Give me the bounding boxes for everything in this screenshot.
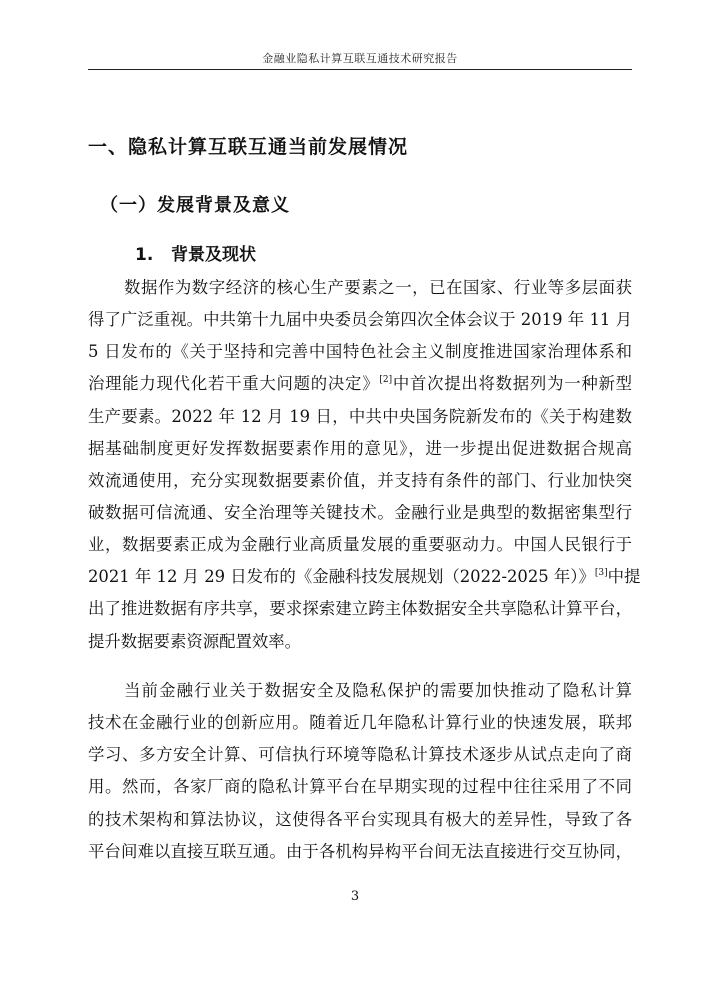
text-line: 技术在金融行业的创新应用。随着近几年隐私计算行业的快速发展，联邦 xyxy=(88,713,632,733)
text-line: 数据作为数字经济的核心生产要素之一，已在国家、行业等多层面获 xyxy=(124,278,632,297)
section-heading: 一、隐私计算互联互通当前发展情况 xyxy=(88,136,409,158)
text-fragment: 中首次提出将数据列为一种新型 xyxy=(392,374,633,394)
paragraph-current-status xyxy=(88,675,632,868)
subsubsection-heading: 1. 背景及现状 xyxy=(135,245,257,265)
citation-marker: [3] xyxy=(594,568,608,579)
text-line: 平台间难以直接互联互通。由于各机构异构平台间无法直接进行交互协同， xyxy=(88,841,632,861)
subsection-heading: （一）发展背景及意义 xyxy=(100,195,290,216)
text-line: 学习、多方安全计算、可信执行环境等隐私计算技术逐步从试点走向了商 xyxy=(88,745,632,765)
text-line: 出了推进数据有序共享，要求探索建立跨主体数据安全共享隐私计算平台， xyxy=(88,599,632,619)
text-line: 破数据可信流通、安全治理等关键技术。金融行业是典型的数据密集型行 xyxy=(88,502,632,522)
text-line: 用。然而，各家厂商的隐私计算平台在早期实现的过程中往往采用了不同 xyxy=(88,777,632,797)
text-fragment: 中提 xyxy=(607,567,641,587)
text-fragment: 治理能力现代化若干重大问题的决定》 xyxy=(88,374,380,394)
page-number: 3 xyxy=(350,889,360,904)
text-line xyxy=(88,561,641,593)
text-line: 生产要素。2022 年 12 月 19 日，中共中央国务院新发布的《关于构建数 xyxy=(88,406,632,426)
text-line: 提升数据要素资源配置效率。 xyxy=(88,631,302,651)
running-header: 金融业隐私计算互联互通技术研究报告 xyxy=(262,52,458,65)
text-line: 当前金融行业关于数据安全及隐私保护的需要加快推动了隐私计算 xyxy=(124,681,632,700)
text-line: 得了广泛重视。中共第十九届中央委员会第四次全体会议于 2019 年 11 月 xyxy=(88,310,632,330)
paragraph-background xyxy=(88,272,641,658)
text-line: 5 日发布的《关于坚持和完善中国特色社会主义制度推进国家治理体系和 xyxy=(88,342,632,362)
citation-marker: [2] xyxy=(379,375,393,386)
text-line: 的技术架构和算法协议，这使得各平台实现具有极大的差异性，导致了各 xyxy=(88,809,632,829)
text-line: 业，数据要素正成为金融行业高质量发展的重要驱动力。中国人民银行于 xyxy=(88,535,632,555)
text-line: 效流通使用，充分实现数据要素价值，并支持有条件的部门、行业加快突 xyxy=(88,470,632,490)
header-rule xyxy=(88,69,632,70)
text-line: 据基础制度更好发挥数据要素作用的意见》，进一步提出促进数据合规高 xyxy=(88,438,632,458)
text-fragment: 2021 年 12 月 29 日发布的《金融科技发展规划（2022-2025 年）》 xyxy=(88,567,595,587)
text-line xyxy=(88,368,632,400)
